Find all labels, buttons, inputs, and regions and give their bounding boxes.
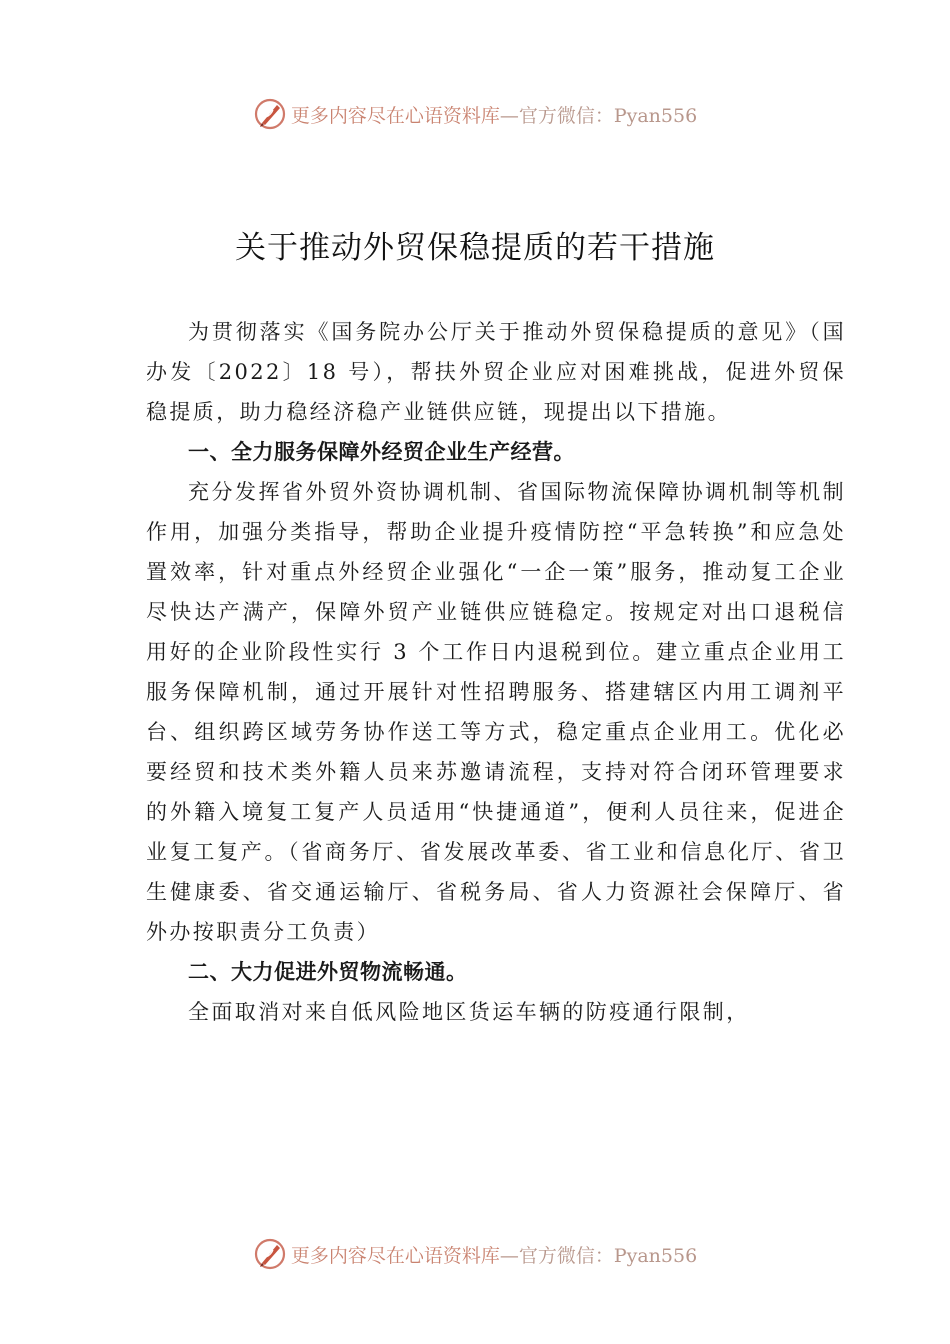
quill-pen-circle-icon — [253, 97, 287, 131]
intro-paragraph: 为贯彻落实《国务院办公厅关于推动外贸保稳提质的意见》（国办发〔2022〕18 号），帮扶外贸企业应对困难挑战，促进外贸保稳提质，助力稳经济稳产业链供应链，现提出以下措施。 — [146, 320, 846, 424]
watermark-brand: 更多内容尽在心语资料库 — [290, 1244, 500, 1267]
footer-watermark — [0, 1232, 950, 1276]
section-2-heading: 二、大力促进外贸物流畅通。 — [188, 960, 468, 984]
section-2-paragraph: 全面取消对来自低风险地区货运车辆的防疫通行限制， — [188, 1000, 750, 1024]
section-1-paragraph: 充分发挥省外贸外资协调机制、省国际物流保障协调机制等机制作用，加强分类指导，帮助企业提升疫情防控“平急转换”和应急处置效率，针对重点外经贸企业强化“一企一策”服务，推动复工企业尽快达产满产，保障外贸产业链供应链稳定。按规定对出口退税信用好的企业阶段性实行 3 个工作日内退税到位。建立重点企业用工服务保障机制，通过开展针对性招聘服务、搭建辖区内用工调剂平台、组织跨区域劳务协作送工等方式，稳定重点企业用工。优化必要经贸和技术类外籍人员来苏邀请流程，支持对符合闭环管理要求的外籍入境复工复产人员适用“快捷通道”，便利人员往来，促进企业复工复产。（省商务厅、省发展改革委、省工业和信息化厅、省卫生健康委、省交通运输厅、省税务局、省人力资源社会保障厅、省外办按职责分工负责） — [146, 480, 846, 944]
section-1-heading: 一、全力服务保障外经贸企业生产经营。 — [188, 440, 575, 464]
watermark-text — [291, 101, 697, 128]
document-body — [146, 312, 846, 1032]
watermark-text — [291, 1241, 697, 1268]
quill-pen-circle-icon — [253, 1237, 287, 1271]
watermark-wechat: —官方微信：Pyan556 — [499, 1244, 698, 1267]
watermark-brand: 更多内容尽在心语资料库 — [290, 104, 500, 127]
document-title: 关于推动外贸保稳提质的若干措施 — [235, 230, 715, 266]
header-watermark — [0, 92, 950, 136]
watermark-wechat: —官方微信：Pyan556 — [499, 104, 698, 127]
